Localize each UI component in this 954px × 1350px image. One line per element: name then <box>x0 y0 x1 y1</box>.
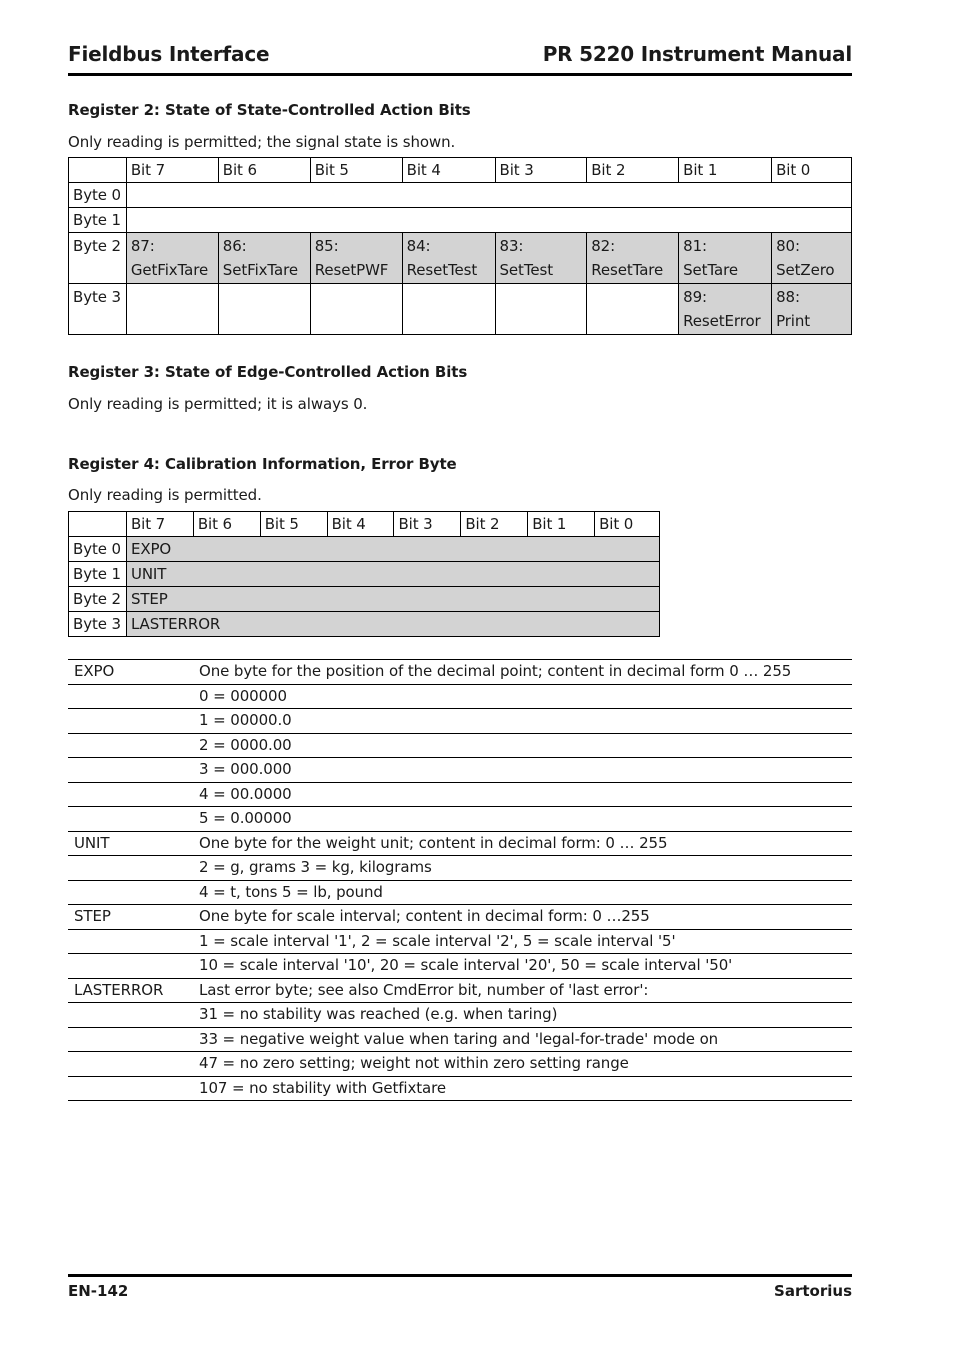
byte-label: Byte 2 <box>69 587 127 612</box>
definition-row <box>68 831 852 856</box>
byte-label: Byte 3 <box>69 284 127 335</box>
byte1-empty <box>126 208 851 233</box>
bit-header: Bit 7 <box>126 512 193 537</box>
bit-header: Bit 2 <box>461 512 528 537</box>
bit-number: 81: <box>683 237 707 255</box>
definition-term <box>68 733 193 758</box>
register4-row <box>69 612 660 637</box>
page-header <box>68 40 852 76</box>
definition-row <box>68 1052 852 1077</box>
action-bit-cell <box>218 233 310 284</box>
action-bit-cell <box>587 233 679 284</box>
bit-header: Bit 2 <box>587 158 679 183</box>
definition-row <box>68 880 852 905</box>
definition-row <box>68 1003 852 1028</box>
bit-number: 89: <box>683 288 707 306</box>
definition-row <box>68 733 852 758</box>
byte-label: Byte 2 <box>69 233 127 284</box>
empty-cell <box>402 284 495 335</box>
definition-term <box>68 709 193 734</box>
definition-row <box>68 1027 852 1052</box>
bit-name: GetFixTare <box>130 261 209 279</box>
action-bit-cell <box>310 233 402 284</box>
bit-header: Bit 4 <box>402 158 495 183</box>
byte-label: Byte 1 <box>69 562 127 587</box>
page-footer <box>68 1274 852 1307</box>
definition-term <box>68 1027 193 1052</box>
empty-cell <box>587 284 679 335</box>
bit-name: ResetPWF <box>314 261 389 279</box>
action-bit-cell <box>495 233 587 284</box>
manual-title: PR 5220 Instrument Manual <box>542 42 852 66</box>
bit-header: Bit 1 <box>528 512 595 537</box>
bit-number: 87: <box>130 237 155 255</box>
byte-label: Byte 0 <box>69 183 127 208</box>
register3-title: Register 3: State of Edge-Controlled Action Bits <box>68 363 468 381</box>
definition-text: 3 = 000.000 <box>193 758 852 783</box>
definition-row <box>68 684 852 709</box>
bit-number: 86: <box>222 237 247 255</box>
definition-text: One byte for the position of the decimal point; content in decimal form 0 … 255 <box>193 660 852 685</box>
action-bit-cell <box>126 233 218 284</box>
definition-text: 107 = no stability with Getfixtare <box>193 1076 852 1101</box>
definition-text: 33 = negative weight value when taring and 'legal-for-trade' mode on <box>193 1027 852 1052</box>
definition-text: 47 = no zero setting; weight not within zero setting range <box>193 1052 852 1077</box>
definition-text: One byte for scale interval; content in decimal form: 0 …255 <box>193 905 852 930</box>
byte-label: Byte 0 <box>69 537 127 562</box>
definition-text: 1 = scale interval '1', 2 = scale interval '2', 5 = scale interval '5' <box>193 929 852 954</box>
definition-row <box>68 1076 852 1101</box>
action-bit-cell <box>402 233 495 284</box>
page-number: EN-142 <box>68 1282 129 1300</box>
byte-label: Byte 1 <box>69 208 127 233</box>
bit-header: Bit 7 <box>126 158 218 183</box>
action-bit-cell <box>679 233 772 284</box>
definition-term <box>68 684 193 709</box>
definition-text: 31 = no stability was reached (e.g. when taring) <box>193 1003 852 1028</box>
corner-cell <box>69 158 127 183</box>
bit-header: Bit 3 <box>394 512 461 537</box>
register2-header-row <box>69 158 852 183</box>
definition-term <box>68 1003 193 1028</box>
byte-content: LASTERROR <box>126 612 659 637</box>
register3-note: Only reading is permitted; it is always 0. <box>68 395 368 413</box>
definition-text: 4 = 00.0000 <box>193 782 852 807</box>
brand-name: Sartorius <box>774 1282 852 1300</box>
bit-header: Bit 6 <box>218 158 310 183</box>
empty-cell <box>126 284 218 335</box>
definition-term <box>68 954 193 979</box>
action-bit-cell <box>772 284 852 335</box>
definition-row <box>68 709 852 734</box>
definition-term <box>68 1052 193 1077</box>
definition-row <box>68 954 852 979</box>
bit-header: Bit 0 <box>595 512 660 537</box>
bit-number: 82: <box>591 237 616 255</box>
definition-row <box>68 929 852 954</box>
bit-header: Bit 5 <box>260 512 327 537</box>
definition-text: 10 = scale interval '10', 20 = scale interval '20', 50 = scale interval '50' <box>193 954 852 979</box>
corner-cell <box>69 512 127 537</box>
register4-row <box>69 587 660 612</box>
bit-number: 88: <box>776 288 800 306</box>
byte-content: STEP <box>126 587 659 612</box>
bit-header: Bit 3 <box>495 158 587 183</box>
bit-name: ResetError <box>683 312 761 330</box>
definitions-table <box>68 659 852 1101</box>
definition-term <box>68 880 193 905</box>
register4-table <box>68 511 660 637</box>
bit-header: Bit 5 <box>310 158 402 183</box>
definition-term <box>68 929 193 954</box>
definition-term <box>68 856 193 881</box>
bit-number: 85: <box>314 237 339 255</box>
definition-term: EXPO <box>68 660 193 685</box>
bit-name: SetFixTare <box>222 261 298 279</box>
definition-text: 2 = g, grams 3 = kg, kilograms <box>193 856 852 881</box>
bit-header: Bit 0 <box>772 158 852 183</box>
action-bit-cell <box>679 284 772 335</box>
definition-row <box>68 807 852 832</box>
definition-text: 2 = 0000.00 <box>193 733 852 758</box>
definition-row <box>68 905 852 930</box>
register2-byte2-row <box>69 233 852 284</box>
register4-header-row <box>69 512 660 537</box>
bit-name: SetTest <box>499 261 553 279</box>
definition-text: 0 = 000000 <box>193 684 852 709</box>
bit-number: 83: <box>499 237 524 255</box>
bit-number: 80: <box>776 237 800 255</box>
bit-name: SetTare <box>683 261 738 279</box>
register2-note: Only reading is permitted; the signal state is shown. <box>68 133 456 151</box>
definition-row <box>68 782 852 807</box>
definition-term: UNIT <box>68 831 193 856</box>
definition-row <box>68 758 852 783</box>
register2-table <box>68 157 852 335</box>
definition-row <box>68 978 852 1003</box>
bit-header: Bit 6 <box>193 512 260 537</box>
register4-row <box>69 562 660 587</box>
byte-content: EXPO <box>126 537 659 562</box>
empty-cell <box>495 284 587 335</box>
empty-cell <box>218 284 310 335</box>
definition-text: One byte for the weight unit; content in decimal form: 0 … 255 <box>193 831 852 856</box>
definition-text: 4 = t, tons 5 = lb, pound <box>193 880 852 905</box>
bit-name: ResetTare <box>591 261 664 279</box>
definition-text: 1 = 00000.0 <box>193 709 852 734</box>
bit-name: Print <box>776 312 811 330</box>
section-title: Fieldbus Interface <box>68 42 270 66</box>
definition-term: LASTERROR <box>68 978 193 1003</box>
definition-text: Last error byte; see also CmdError bit, number of 'last error': <box>193 978 852 1003</box>
bit-number: 84: <box>406 237 431 255</box>
definition-row <box>68 856 852 881</box>
register4-note: Only reading is permitted. <box>68 486 262 504</box>
definition-term <box>68 758 193 783</box>
byte-content: UNIT <box>126 562 659 587</box>
register2-byte3-row <box>69 284 852 335</box>
bit-name: SetZero <box>776 261 835 279</box>
bit-name: ResetTest <box>406 261 478 279</box>
action-bit-cell <box>772 233 852 284</box>
definition-term: STEP <box>68 905 193 930</box>
definition-text: 5 = 0.00000 <box>193 807 852 832</box>
register2-byte0-row <box>69 183 852 208</box>
register4-title: Register 4: Calibration Information, Error Byte <box>68 455 457 473</box>
definition-row <box>68 660 852 685</box>
byte0-empty <box>126 183 851 208</box>
bit-header: Bit 4 <box>327 512 394 537</box>
register2-title: Register 2: State of State-Controlled Action Bits <box>68 101 471 119</box>
definition-term <box>68 1076 193 1101</box>
register2-byte1-row <box>69 208 852 233</box>
bit-header: Bit 1 <box>679 158 772 183</box>
empty-cell <box>310 284 402 335</box>
definition-term <box>68 782 193 807</box>
byte-label: Byte 3 <box>69 612 127 637</box>
definition-term <box>68 807 193 832</box>
register4-row <box>69 537 660 562</box>
